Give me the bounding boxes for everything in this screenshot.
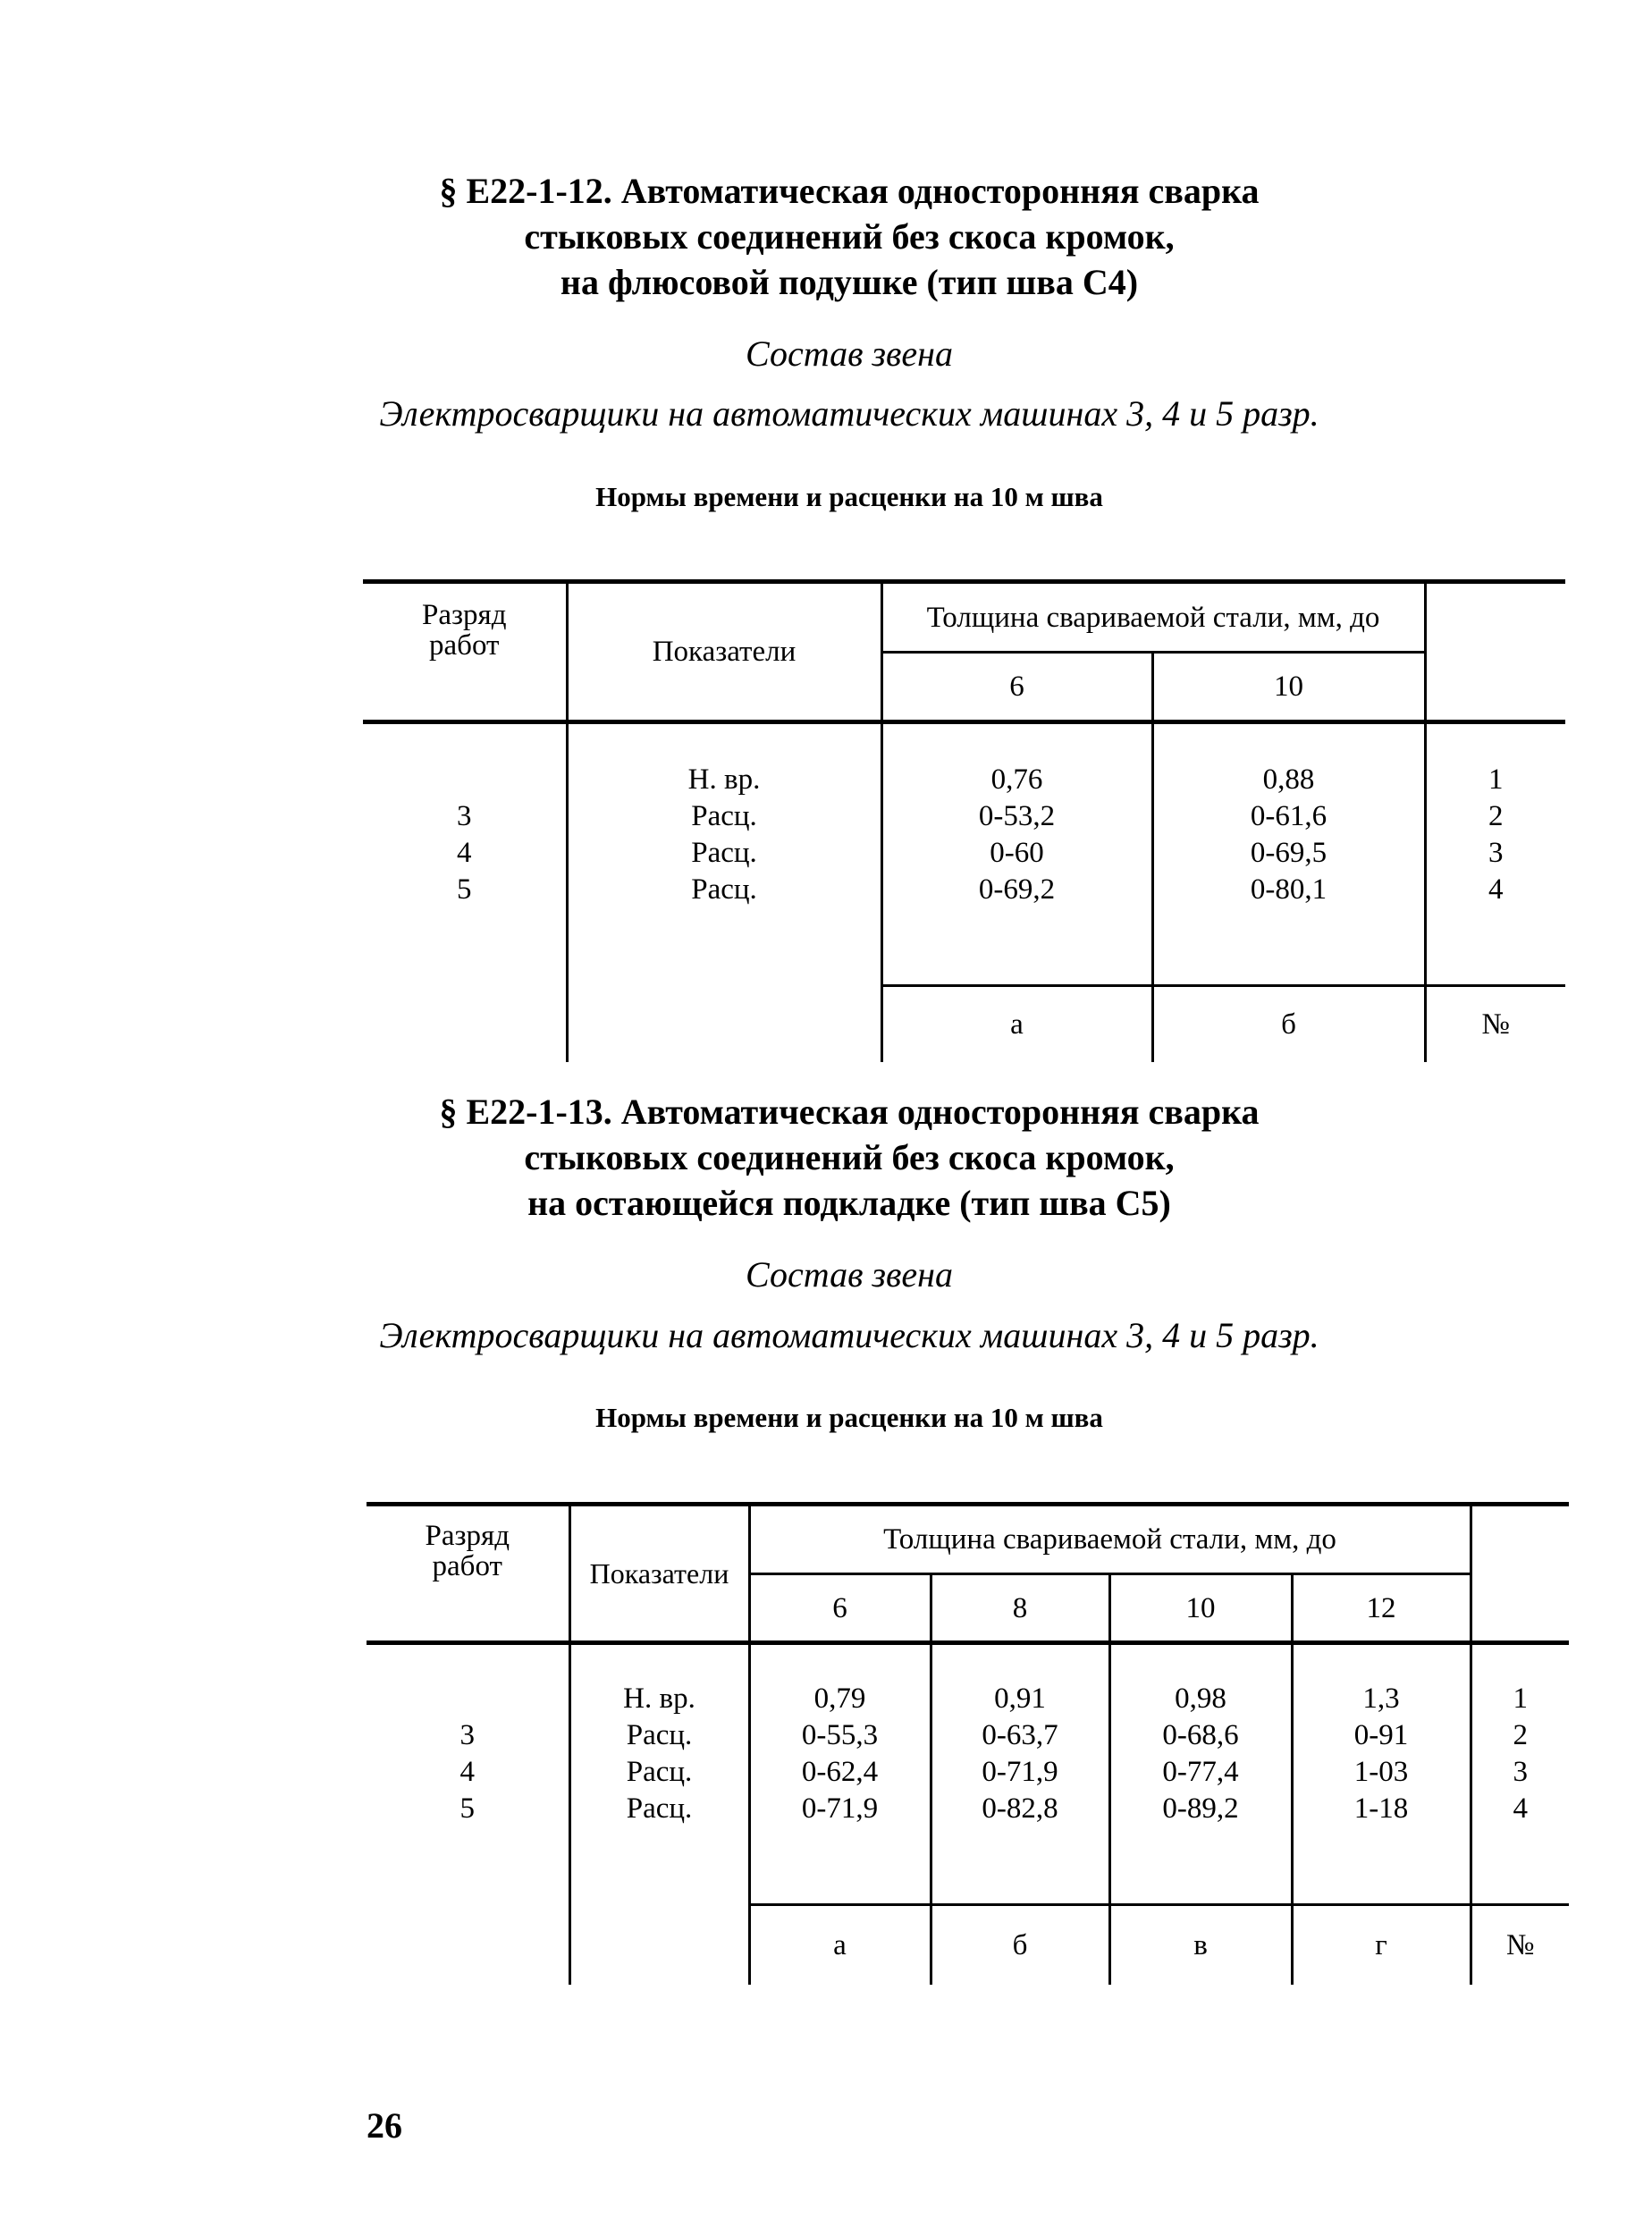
heading-line: § Е22-1-13. Автоматическая односторонняя сварка: [439, 1092, 1260, 1132]
values-column-b: [1152, 722, 1425, 986]
heading-line: на флюсовой подушке (тип шва С4): [560, 262, 1139, 302]
norms-table-e22-1-13: [367, 1502, 1569, 1985]
row-number-column: [1471, 1643, 1569, 1905]
header-thickness-6: 6: [749, 1574, 931, 1643]
heading-line: стыковых соединений без скоса кромок,: [524, 1137, 1175, 1177]
values-column-c: [1109, 1643, 1292, 1905]
grade-cell: 3: [457, 800, 472, 832]
value-cell: 0-61,6: [1250, 800, 1328, 832]
grade-cell: 3: [459, 1719, 475, 1751]
values-column-a: [749, 1643, 931, 1905]
indicator-cell: Н. вр.: [687, 763, 761, 796]
value-cell: 0,79: [813, 1683, 866, 1715]
row-number: 3: [1513, 1756, 1529, 1788]
value-cell: 0-71,9: [982, 1756, 1058, 1788]
value-cell: 0-53,2: [978, 800, 1056, 832]
indicator-cell: Расц.: [691, 873, 757, 906]
value-cell: 0-80,1: [1250, 873, 1328, 906]
value-cell: 0-77,4: [1162, 1756, 1239, 1788]
page-number: 26: [367, 2105, 402, 2146]
value-cell: 0-63,7: [982, 1719, 1058, 1751]
header-grade: Разряд работ: [367, 1505, 569, 1643]
values-column-a: [881, 722, 1152, 986]
column-letter-d: г: [1292, 1904, 1471, 1985]
row-number: 3: [1488, 837, 1504, 869]
number-sign: №: [1425, 985, 1565, 1062]
indicator-column: [567, 722, 881, 986]
grade-cell: 4: [459, 1756, 475, 1788]
grade-cell: [363, 762, 566, 798]
crew-title: Состав звена: [745, 333, 953, 374]
row-number: 4: [1513, 1792, 1529, 1825]
indicator-column: [569, 1643, 749, 1905]
heading-line: на остающейся подкладке (тип шва С5): [527, 1183, 1171, 1223]
row-number: 1: [1513, 1683, 1529, 1715]
heading-line: § Е22-1-12. Автоматическая односторонняя сварка: [439, 171, 1260, 211]
indicator-cell: Расц.: [691, 800, 757, 832]
grade-cell: [367, 1681, 569, 1717]
values-column-b: [931, 1643, 1109, 1905]
header-thickness-8: 8: [931, 1574, 1109, 1643]
column-letter-a: а: [749, 1904, 931, 1985]
column-letter-b: б: [931, 1904, 1109, 1985]
header-thickness-10: 10: [1109, 1574, 1292, 1643]
crew-title: Состав звена: [745, 1254, 953, 1295]
section-heading-e22-1-13: [268, 1089, 1430, 1226]
row-number: 2: [1513, 1719, 1529, 1751]
crew-composition: Электросварщики на автоматических машинах 3, 4 и 5 разр.: [379, 1315, 1319, 1355]
header-thickness: Толщина свариваемой стали, мм, до: [881, 582, 1425, 653]
value-cell: 0-91: [1353, 1719, 1409, 1751]
header-indicators: Показатели: [567, 582, 881, 722]
header-grade: Разряд работ: [363, 582, 567, 722]
table-caption: Нормы времени и расценки на 10 м шва: [595, 1402, 1103, 1433]
indicator-cell: Расц.: [691, 837, 757, 869]
value-cell: 0-69,5: [1250, 837, 1328, 869]
indicator-cell: Н. вр.: [623, 1683, 695, 1715]
value-cell: 1-18: [1353, 1792, 1409, 1825]
value-cell: 1,3: [1362, 1683, 1400, 1715]
column-letter-b: б: [1152, 985, 1425, 1062]
value-cell: 0-69,2: [978, 873, 1056, 906]
grade-column: [367, 1643, 569, 1905]
footer-empty: [569, 1904, 749, 1985]
norms-table-e22-1-12: [363, 579, 1565, 1062]
value-cell: 0-68,6: [1162, 1719, 1239, 1751]
column-letter-c: в: [1109, 1904, 1292, 1985]
value-cell: 0-62,4: [801, 1756, 879, 1788]
value-cell: 0-82,8: [982, 1792, 1058, 1825]
row-number-column: [1425, 722, 1565, 986]
row-number: 4: [1488, 873, 1504, 906]
value-cell: 0-55,3: [801, 1719, 879, 1751]
footer-empty: [367, 1904, 569, 1985]
value-cell: 0,76: [990, 763, 1043, 796]
value-cell: 0-89,2: [1162, 1792, 1239, 1825]
header-thickness-6: 6: [881, 653, 1152, 722]
value-cell: 0,98: [1175, 1683, 1226, 1715]
header-thickness: Толщина свариваемой стали, мм, до: [749, 1505, 1471, 1574]
value-cell: 0,91: [994, 1683, 1046, 1715]
column-letter-a: а: [881, 985, 1152, 1062]
grade-column: [363, 722, 567, 986]
header-empty: [1471, 1505, 1569, 1643]
value-cell: 0-71,9: [801, 1792, 879, 1825]
header-empty: [1425, 582, 1565, 722]
heading-line: стыковых соединений без скоса кромок,: [524, 216, 1175, 257]
footer-empty: [567, 985, 881, 1062]
footer-empty: [363, 985, 567, 1062]
indicator-cell: Расц.: [626, 1756, 693, 1788]
row-number: 2: [1488, 800, 1504, 832]
value-cell: 1-03: [1353, 1756, 1409, 1788]
row-number: 1: [1488, 763, 1504, 796]
value-cell: 0-60: [990, 837, 1044, 869]
grade-cell: 5: [459, 1792, 475, 1825]
values-column-d: [1292, 1643, 1471, 1905]
table-caption: Нормы времени и расценки на 10 м шва: [595, 481, 1103, 512]
header-thickness-12: 12: [1292, 1574, 1471, 1643]
grade-cell: 4: [457, 837, 472, 869]
number-sign: №: [1471, 1904, 1569, 1985]
crew-composition: Электросварщики на автоматических машинах 3, 4 и 5 разр.: [379, 393, 1319, 434]
header-thickness-10: 10: [1152, 653, 1425, 722]
section-heading-e22-1-12: [268, 168, 1430, 305]
value-cell: 0,88: [1262, 763, 1315, 796]
indicator-cell: Расц.: [626, 1719, 693, 1751]
indicator-cell: Расц.: [626, 1792, 693, 1825]
header-indicators: Показатели: [569, 1505, 749, 1643]
grade-cell: 5: [457, 873, 472, 906]
